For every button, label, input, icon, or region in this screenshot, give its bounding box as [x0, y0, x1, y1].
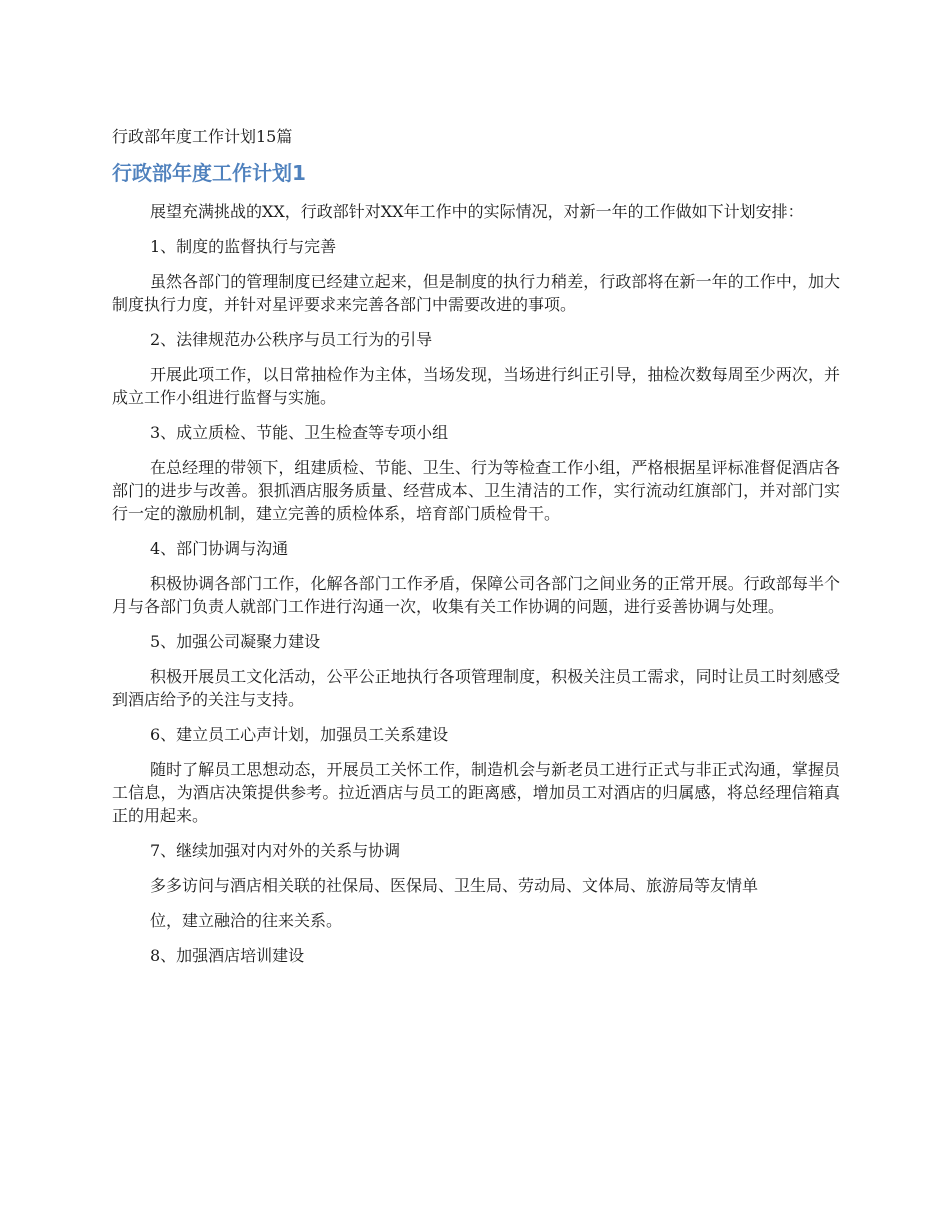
document-title: 行政部年度工作计划15篇 — [112, 127, 293, 146]
item-body-7-continued: 位，建立融洽的往来关系。 — [150, 911, 343, 930]
item-heading-7: 7、继续加强对内对外的关系与协调 — [150, 841, 401, 860]
document-page — [112, 124, 840, 979]
item-body-7: 多多访问与酒店相关联的社保局、医保局、卫生局、劳动局、文体局、旅游局等友情单 — [150, 876, 759, 895]
item-heading-8: 8、加强酒店培训建设 — [150, 946, 305, 965]
section-heading: 行政部年度工作计划1 — [112, 161, 306, 185]
item-heading-5: 5、加强公司凝聚力建设 — [150, 632, 321, 651]
item-heading-1: 1、制度的监督执行与完善 — [150, 237, 337, 256]
item-heading-6: 6、建立员工心声计划，加强员工关系建设 — [150, 725, 449, 744]
item-body-4: 积极协调各部门工作，化解各部门工作矛盾，保障公司各部门之间业务的正常开展。行政部每半个月与各部门负责人就部门工作进行沟通一次，收集有关工作协调的问题，进行妥善协调与处理。 — [112, 574, 840, 616]
item-body-3: 在总经理的带领下，组建质检、节能、卫生、行为等检查工作小组，严格根据星评标准督促酒店各部门的进步与改善。狠抓酒店服务质量、经营成本、卫生清洁的工作，实行流动红旗部门，并对部门实行一定的激励机制，建立完善的质检体系，培育部门质检骨干。 — [112, 458, 840, 523]
item-body-1: 虽然各部门的管理制度已经建立起来，但是制度的执行力稍差，行政部将在新一年的工作中，加大制度执行力度，并针对星评要求来完善各部门中需要改进的事项。 — [112, 272, 840, 314]
item-heading-2: 2、法律规范办公秩序与员工行为的引导 — [150, 330, 433, 349]
intro-paragraph: 展望充满挑战的XX，行政部针对XX年工作中的实际情况，对新一年的工作做如下计划安排： — [150, 202, 804, 221]
item-heading-4: 4、部门协调与沟通 — [150, 539, 289, 558]
item-body-6: 随时了解员工思想动态，开展员工关怀工作，制造机会与新老员工进行正式与非正式沟通，掌握员工信息，为酒店决策提供参考。拉近酒店与员工的距离感，增加员工对酒店的归属感，将总经理信箱真正的用起来。 — [112, 760, 840, 825]
item-heading-3: 3、成立质检、节能、卫生检查等专项小组 — [150, 423, 449, 442]
item-body-5: 积极开展员工文化活动，公平公正地执行各项管理制度，积极关注员工需求，同时让员工时刻感受到酒店给予的关注与支持。 — [112, 667, 840, 709]
item-body-2: 开展此项工作，以日常抽检作为主体，当场发现，当场进行纠正引导，抽检次数每周至少两次，并成立工作小组进行监督与实施。 — [112, 365, 840, 407]
